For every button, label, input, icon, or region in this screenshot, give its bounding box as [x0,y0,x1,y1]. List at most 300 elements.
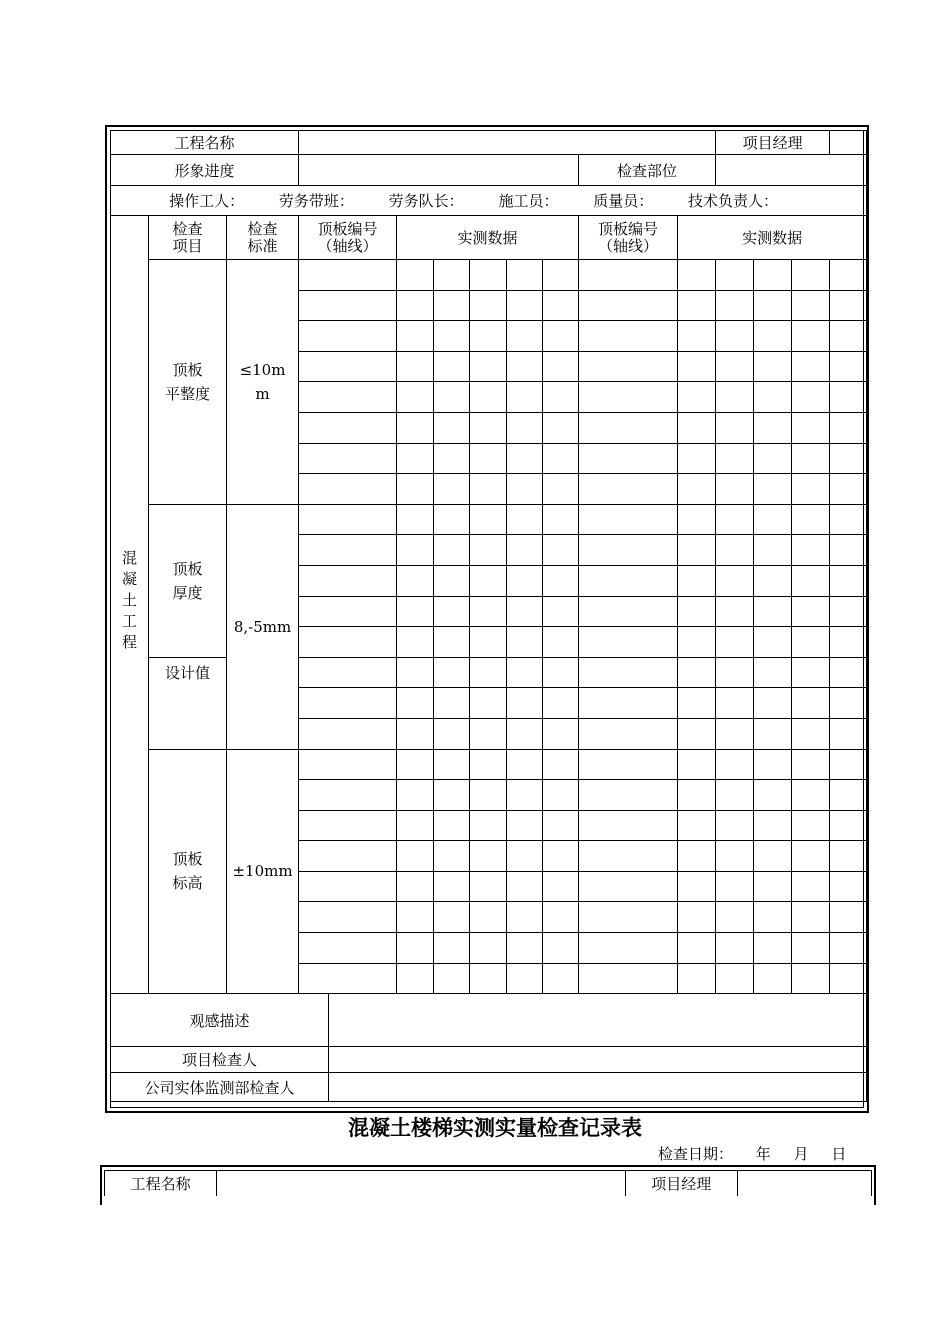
elevation-data-cell[interactable] [434,963,470,994]
project-manager-field[interactable] [830,131,867,155]
thickness-data-cell[interactable] [434,504,470,535]
elevation-data-cell[interactable] [754,780,792,811]
flatness-data-cell[interactable] [299,260,397,291]
thickness-data-cell[interactable] [754,627,792,658]
thickness-data-cell[interactable] [716,504,754,535]
elevation-data-cell[interactable] [830,963,867,994]
elevation-data-cell[interactable] [299,810,397,841]
elevation-data-cell[interactable] [579,841,678,872]
flatness-data-cell[interactable] [754,321,792,352]
thickness-data-cell[interactable] [579,504,678,535]
flatness-data-cell[interactable] [792,290,830,321]
elevation-data-cell[interactable] [299,871,397,902]
flatness-data-cell[interactable] [299,474,397,505]
elevation-data-cell[interactable] [299,749,397,780]
thickness-data-cell[interactable] [754,535,792,566]
elevation-data-cell[interactable] [792,749,830,780]
elevation-data-cell[interactable] [678,933,716,964]
flatness-data-cell[interactable] [792,412,830,443]
flatness-data-cell[interactable] [470,260,507,291]
thickness-data-cell[interactable] [507,718,543,749]
elevation-data-cell[interactable] [397,841,434,872]
flatness-data-cell[interactable] [716,321,754,352]
flatness-data-cell[interactable] [299,290,397,321]
flatness-data-cell[interactable] [579,260,678,291]
flatness-data-cell[interactable] [507,351,543,382]
elevation-data-cell[interactable] [507,810,543,841]
thickness-data-cell[interactable] [754,718,792,749]
thickness-data-cell[interactable] [543,688,579,719]
flatness-data-cell[interactable] [678,382,716,413]
thickness-data-cell[interactable] [716,718,754,749]
flatness-data-cell[interactable] [299,443,397,474]
flatness-data-cell[interactable] [830,474,867,505]
flatness-data-cell[interactable] [830,290,867,321]
thickness-data-cell[interactable] [507,596,543,627]
flatness-data-cell[interactable] [470,412,507,443]
elevation-data-cell[interactable] [543,749,579,780]
flatness-data-cell[interactable] [716,382,754,413]
flatness-data-cell[interactable] [754,260,792,291]
elevation-data-cell[interactable] [678,780,716,811]
thickness-data-cell[interactable] [754,504,792,535]
elevation-data-cell[interactable] [507,780,543,811]
thickness-data-cell[interactable] [470,688,507,719]
flatness-data-cell[interactable] [754,474,792,505]
thickness-data-cell[interactable] [579,596,678,627]
flatness-data-cell[interactable] [579,351,678,382]
flatness-data-cell[interactable] [299,382,397,413]
thickness-data-cell[interactable] [792,565,830,596]
flatness-data-cell[interactable] [830,260,867,291]
thickness-data-cell[interactable] [299,596,397,627]
thickness-data-cell[interactable] [579,565,678,596]
flatness-data-cell[interactable] [434,412,470,443]
elevation-data-cell[interactable] [792,810,830,841]
flatness-data-cell[interactable] [716,260,754,291]
flatness-data-cell[interactable] [830,412,867,443]
elevation-data-cell[interactable] [299,780,397,811]
elevation-data-cell[interactable] [830,902,867,933]
thickness-data-cell[interactable] [830,596,867,627]
elevation-data-cell[interactable] [470,963,507,994]
elevation-data-cell[interactable] [507,749,543,780]
thickness-data-cell[interactable] [792,504,830,535]
flatness-data-cell[interactable] [507,382,543,413]
thickness-data-cell[interactable] [507,688,543,719]
flatness-data-cell[interactable] [397,443,434,474]
elevation-data-cell[interactable] [397,780,434,811]
thickness-data-cell[interactable] [579,718,678,749]
elevation-data-cell[interactable] [397,933,434,964]
elevation-data-cell[interactable] [716,810,754,841]
elevation-data-cell[interactable] [754,963,792,994]
thickness-data-cell[interactable] [830,535,867,566]
thickness-data-cell[interactable] [470,596,507,627]
thickness-data-cell[interactable] [579,688,678,719]
elevation-data-cell[interactable] [397,871,434,902]
progress-field[interactable] [299,155,579,186]
project-inspector-field[interactable] [329,1047,867,1073]
flatness-data-cell[interactable] [716,351,754,382]
personnel-row [111,186,867,216]
thickness-data-cell[interactable] [397,596,434,627]
flatness-data-cell[interactable] [470,474,507,505]
thickness-data-cell[interactable] [507,627,543,658]
thickness-data-cell[interactable] [830,688,867,719]
thickness-data-cell[interactable] [716,535,754,566]
flatness-data-cell[interactable] [507,443,543,474]
thickness-data-cell[interactable] [434,535,470,566]
flatness-data-cell[interactable] [299,321,397,352]
thickness-data-cell[interactable] [830,718,867,749]
elevation-data-cell[interactable] [397,902,434,933]
flatness-data-cell[interactable] [470,443,507,474]
flatness-data-cell[interactable] [792,382,830,413]
thickness-data-cell[interactable] [543,596,579,627]
elevation-data-cell[interactable] [299,963,397,994]
elevation-data-cell[interactable] [830,810,867,841]
thickness-data-cell[interactable] [397,565,434,596]
thickness-data-cell[interactable] [678,657,716,688]
thickness-data-cell[interactable] [507,504,543,535]
elevation-data-cell[interactable] [792,871,830,902]
thickness-data-cell[interactable] [470,718,507,749]
thickness-data-cell[interactable] [470,535,507,566]
flatness-data-cell[interactable] [470,290,507,321]
elevation-data-cell[interactable] [754,810,792,841]
thickness-data-cell[interactable] [792,657,830,688]
elevation-data-cell[interactable] [543,780,579,811]
thickness-data-cell[interactable] [507,535,543,566]
elevation-data-cell[interactable] [434,902,470,933]
elevation-data-cell[interactable] [716,749,754,780]
thickness-data-cell[interactable] [754,657,792,688]
company-inspector-field[interactable] [329,1073,867,1102]
elevation-data-cell[interactable] [470,841,507,872]
flatness-data-cell[interactable] [507,260,543,291]
elevation-data-cell[interactable] [470,902,507,933]
flatness-data-cell[interactable] [754,382,792,413]
flatness-data-cell[interactable] [579,290,678,321]
flatness-data-cell[interactable] [830,382,867,413]
thickness-data-cell[interactable] [716,657,754,688]
flatness-data-cell[interactable] [543,474,579,505]
flatness-data-cell[interactable] [434,321,470,352]
elevation-data-cell[interactable] [830,871,867,902]
elevation-data-cell[interactable] [792,963,830,994]
flatness-data-cell[interactable] [678,290,716,321]
elevation-data-cell[interactable] [543,902,579,933]
thickness-data-cell[interactable] [678,718,716,749]
elevation-data-cell[interactable] [434,749,470,780]
thickness-data-cell[interactable] [299,657,397,688]
flatness-data-cell[interactable] [830,321,867,352]
thickness-data-cell[interactable] [830,657,867,688]
flatness-data-cell[interactable] [543,382,579,413]
elevation-data-cell[interactable] [397,810,434,841]
elevation-data-cell[interactable] [579,933,678,964]
flatness-data-cell[interactable] [830,351,867,382]
flatness-data-cell[interactable] [792,474,830,505]
flatness-data-cell[interactable] [792,351,830,382]
flatness-data-cell[interactable] [792,321,830,352]
elevation-data-cell[interactable] [434,810,470,841]
thickness-data-cell[interactable] [434,718,470,749]
flatness-data-cell[interactable] [470,351,507,382]
thickness-data-cell[interactable] [299,535,397,566]
flatness-data-cell[interactable] [299,351,397,382]
elevation-data-cell[interactable] [678,841,716,872]
flatness-data-cell[interactable] [397,412,434,443]
flatness-data-cell[interactable] [543,412,579,443]
project-name-field[interactable] [299,131,716,155]
elevation-data-cell[interactable] [507,963,543,994]
thickness-data-cell[interactable] [830,504,867,535]
elevation-data-cell[interactable] [579,810,678,841]
flatness-data-cell[interactable] [678,260,716,291]
elevation-data-cell[interactable] [543,810,579,841]
thickness-data-cell[interactable] [716,596,754,627]
elevation-data-cell[interactable] [678,902,716,933]
elevation-data-cell[interactable] [678,810,716,841]
thickness-data-cell[interactable] [830,565,867,596]
elevation-data-cell[interactable] [543,963,579,994]
thickness-data-cell[interactable] [299,565,397,596]
flatness-data-cell[interactable] [579,382,678,413]
flatness-data-cell[interactable] [678,321,716,352]
flatness-data-cell[interactable] [397,260,434,291]
flatness-data-cell[interactable] [543,443,579,474]
flatness-data-cell[interactable] [716,474,754,505]
elevation-data-cell[interactable] [470,749,507,780]
flatness-data-cell[interactable] [543,260,579,291]
elevation-data-cell[interactable] [678,871,716,902]
thickness-data-cell[interactable] [716,688,754,719]
thickness-data-cell[interactable] [678,627,716,658]
elevation-data-cell[interactable] [299,902,397,933]
flatness-data-cell[interactable] [716,290,754,321]
inspect-location-field[interactable] [716,155,867,186]
thickness-data-cell[interactable] [543,627,579,658]
appearance-field[interactable] [329,994,867,1047]
flatness-data-cell[interactable] [543,290,579,321]
flatness-data-cell[interactable] [507,290,543,321]
flatness-data-cell[interactable] [507,474,543,505]
elevation-data-cell[interactable] [792,841,830,872]
flatness-data-cell[interactable] [434,474,470,505]
thickness-data-cell[interactable] [792,688,830,719]
flatness-data-cell[interactable] [792,260,830,291]
flatness-data-cell[interactable] [678,474,716,505]
flatness-data-cell[interactable] [543,351,579,382]
elevation-data-cell[interactable] [830,841,867,872]
elevation-data-cell[interactable] [830,780,867,811]
thickness-data-cell[interactable] [579,627,678,658]
second-project-manager-field[interactable] [737,1171,871,1197]
flatness-data-cell[interactable] [579,474,678,505]
elevation-data-cell[interactable] [792,933,830,964]
elevation-data-cell[interactable] [434,933,470,964]
thickness-data-cell[interactable] [507,657,543,688]
elevation-data-cell[interactable] [716,841,754,872]
thickness-data-cell[interactable] [716,565,754,596]
flatness-data-cell[interactable] [716,412,754,443]
thickness-data-cell[interactable] [397,627,434,658]
flatness-data-cell[interactable] [579,443,678,474]
elevation-data-cell[interactable] [754,902,792,933]
thickness-data-cell[interactable] [397,688,434,719]
thickness-data-cell[interactable] [678,535,716,566]
thickness-data-cell[interactable] [434,627,470,658]
flatness-data-cell[interactable] [754,412,792,443]
elevation-data-cell[interactable] [543,933,579,964]
table-row [111,749,867,780]
elevation-data-cell[interactable] [507,933,543,964]
thickness-data-cell[interactable] [792,718,830,749]
flatness-data-cell[interactable] [434,260,470,291]
elevation-data-cell[interactable] [299,933,397,964]
elevation-data-cell[interactable] [470,933,507,964]
thickness-data-cell[interactable] [754,688,792,719]
elevation-data-cell[interactable] [434,780,470,811]
flatness-data-cell[interactable] [299,412,397,443]
thickness-data-cell[interactable] [434,596,470,627]
thickness-data-cell[interactable] [543,565,579,596]
thickness-data-cell[interactable] [678,688,716,719]
elevation-data-cell[interactable] [754,933,792,964]
elevation-data-cell[interactable] [716,871,754,902]
flatness-data-cell[interactable] [397,474,434,505]
elevation-data-cell[interactable] [716,780,754,811]
elevation-data-cell[interactable] [754,841,792,872]
thickness-data-cell[interactable] [470,504,507,535]
elevation-data-cell[interactable] [830,933,867,964]
thickness-data-cell[interactable] [754,565,792,596]
standard-thickness: 8,-5mm [227,504,299,749]
elevation-data-cell[interactable] [716,963,754,994]
thickness-data-cell[interactable] [792,596,830,627]
elevation-data-cell[interactable] [792,780,830,811]
elevation-data-cell[interactable] [543,841,579,872]
thickness-data-cell[interactable] [434,688,470,719]
elevation-data-cell[interactable] [579,780,678,811]
elevation-data-cell[interactable] [470,871,507,902]
thickness-data-cell[interactable] [397,718,434,749]
elevation-data-cell[interactable] [579,902,678,933]
thickness-data-cell[interactable] [543,718,579,749]
thickness-data-cell[interactable] [830,627,867,658]
thickness-data-cell[interactable] [678,565,716,596]
thickness-data-cell[interactable] [434,565,470,596]
thickness-data-cell[interactable] [397,535,434,566]
flatness-data-cell[interactable] [507,412,543,443]
flatness-data-cell[interactable] [470,382,507,413]
elevation-data-cell[interactable] [299,841,397,872]
thickness-data-cell[interactable] [470,565,507,596]
flatness-data-cell[interactable] [678,412,716,443]
elevation-data-cell[interactable] [434,841,470,872]
flatness-data-cell[interactable] [792,443,830,474]
elevation-data-cell[interactable] [507,902,543,933]
thickness-data-cell[interactable] [507,565,543,596]
flatness-data-cell[interactable] [397,351,434,382]
thickness-data-cell[interactable] [299,627,397,658]
thickness-data-cell[interactable] [543,504,579,535]
second-project-name-field[interactable] [217,1171,626,1197]
flatness-data-cell[interactable] [434,351,470,382]
thickness-data-cell[interactable] [716,627,754,658]
flatness-data-cell[interactable] [678,443,716,474]
elevation-data-cell[interactable] [543,871,579,902]
flatness-data-cell[interactable] [579,412,678,443]
elevation-data-cell[interactable] [716,902,754,933]
thickness-data-cell[interactable] [397,657,434,688]
flatness-data-cell[interactable] [543,321,579,352]
flatness-data-cell[interactable] [397,290,434,321]
thickness-data-cell[interactable] [470,627,507,658]
thickness-data-cell[interactable] [470,657,507,688]
flatness-data-cell[interactable] [754,290,792,321]
thickness-data-cell[interactable] [678,596,716,627]
flatness-data-cell[interactable] [716,443,754,474]
thickness-data-cell[interactable] [299,718,397,749]
flatness-data-cell[interactable] [397,321,434,352]
flatness-data-cell[interactable] [830,443,867,474]
elevation-data-cell[interactable] [507,871,543,902]
elevation-data-cell[interactable] [579,871,678,902]
thickness-data-cell[interactable] [299,504,397,535]
elevation-data-cell[interactable] [434,871,470,902]
thickness-data-cell[interactable] [543,535,579,566]
elevation-data-cell[interactable] [754,871,792,902]
elevation-data-cell[interactable] [830,749,867,780]
thickness-data-cell[interactable] [579,657,678,688]
flatness-data-cell[interactable] [754,351,792,382]
elevation-data-cell[interactable] [579,749,678,780]
elevation-data-cell[interactable] [579,963,678,994]
thickness-data-cell[interactable] [754,596,792,627]
thickness-data-cell[interactable] [579,535,678,566]
thickness-data-cell[interactable] [434,657,470,688]
elevation-data-cell[interactable] [470,810,507,841]
flatness-data-cell[interactable] [470,321,507,352]
thickness-data-cell[interactable] [543,657,579,688]
elevation-data-cell[interactable] [470,780,507,811]
flatness-data-cell[interactable] [434,290,470,321]
thickness-data-cell[interactable] [792,535,830,566]
elevation-data-cell[interactable] [397,749,434,780]
thickness-data-cell[interactable] [397,504,434,535]
flatness-data-cell[interactable] [754,443,792,474]
elevation-data-cell[interactable] [754,749,792,780]
elevation-data-cell[interactable] [792,902,830,933]
elevation-data-cell[interactable] [397,963,434,994]
flatness-data-cell[interactable] [507,321,543,352]
elevation-data-cell[interactable] [716,933,754,964]
elevation-data-cell[interactable] [678,749,716,780]
flatness-data-cell[interactable] [397,382,434,413]
flatness-data-cell[interactable] [678,351,716,382]
elevation-data-cell[interactable] [507,841,543,872]
thickness-data-cell[interactable] [299,688,397,719]
thickness-data-cell[interactable] [792,627,830,658]
flatness-data-cell[interactable] [579,321,678,352]
flatness-data-cell[interactable] [434,443,470,474]
thickness-data-cell[interactable] [678,504,716,535]
elevation-data-cell[interactable] [678,963,716,994]
flatness-data-cell[interactable] [434,382,470,413]
